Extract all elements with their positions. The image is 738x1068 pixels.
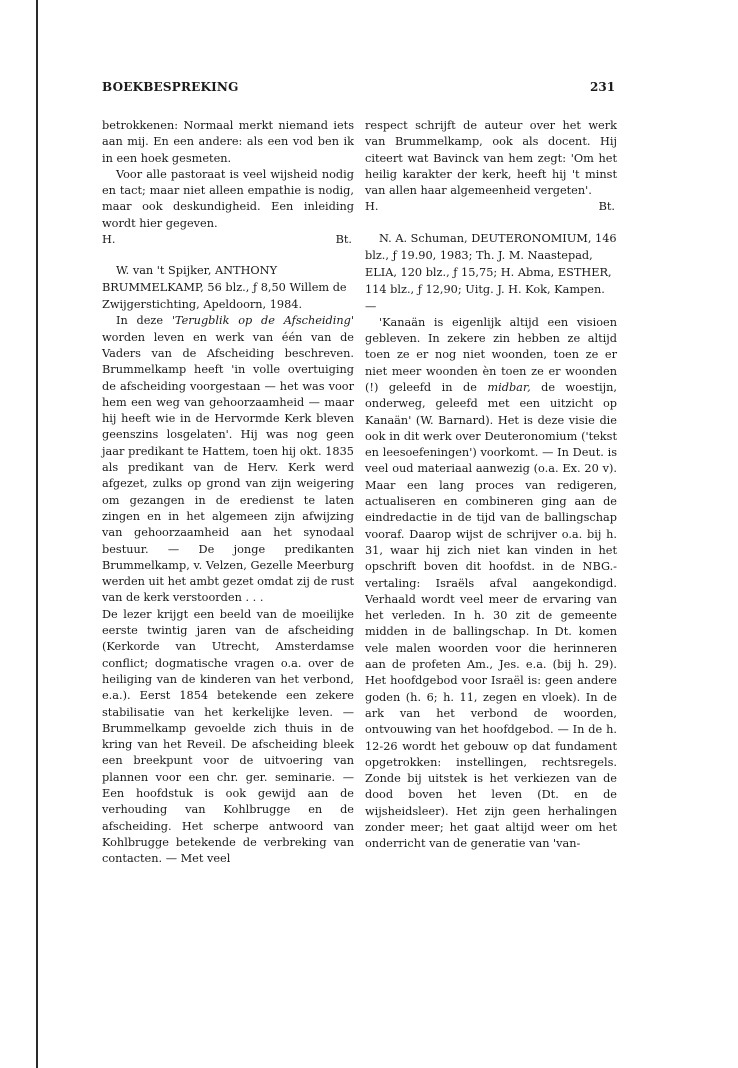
page-number: 231 [590,80,616,94]
signature-initials-reviewer: Bt. [335,233,352,247]
left-paragraph-2: Voor alle pastoraat is veel wijsheid nodig en tact; maar niet alleen empathie is nodig, maar ook deskundigheid. Een inleiding wordt hier gegeven. [102,167,354,230]
right-paragraph-2-b: de woestijn, onderweg, geleefd met een uitzicht op Kanaän' (W. Barnard). Het is deze visie die ook in dit werk over Deuteronomium ('tekst en leesoefeningen') voorkomt. — In Deut. is veel oud materiaal aanwezig (o.a. Ex. 20 v). Maar een lang proces van redigeren, actualiseren en combineren ging aan de eindredactie in de tijd van de ballingschap vooraf. Daarop wijst de schrijver o.a. bij h. 31, waar hij zich niet kan vinden in het opschrift boven dit hoofdst. in de NBG.-vertaling: Israëls afval aangekondigd. Verhaald wordt veel meer de ervaring van het verleden. In h. 30 zit de gemeente midden in de ballingschap. In Dt. komen vele malen woorden voor die herinneren aan de profeten Am., Jes. e.a. (bij h. 29). Het hoofdgebod voor Israël is: geen andere goden (h. 6; h. 11, zegen en vloek). In de ark van het verbond de woorden, ontvouwing van het hoofdgebod. — In de h. 12-26 wordt het gebouw op dat fundament opgetrokken: instellingen, rechtsregels. Zonde bij uitstek is het verkiezen van de dood boven het leven (Dt. en de wijsheidsleer). Het zijn geen herhalingen zonder meer; het gaat altijd weer om het onderricht van de generatie van 'van- [365,380,618,851]
running-head: BOEKBESPREKING [102,80,239,94]
left-paragraph-4: De lezer krijgt een beeld van de moeilijke eerste twintig jaren van de afscheiding (Kerkorde van Utrecht, Amsterdamse conflict; dogmatische vragen o.a. over de heiliging van de kinderen van het verbond, e.a.). Eerst 1854 betekende een zekere stabilisatie van het kerkelijke leven. — Brummelkamp gevoelde zich thuis in de kring van het Reveil. De afscheiding bleek een breekpunt voor de uitvoering van plannen voor een chr. ger. seminarie. — Een hoofdstuk is ook gewijd aan de verhouding van Kohlbrugge en de afscheiding. Het scherpe antwoord van Kohlbrugge betekende de verbreking van contacten. — Met veel [102,607,354,866]
right-paragraph-2 [365,315,617,853]
signature-initials-reviewer: Bt. [598,200,615,214]
left-paragraph-3-title: 'Terugblik op de Afscheiding' [171,314,355,328]
left-paragraph-3-text: worden leven en werk van één van de Vaders van de Afscheiding beschreven. Brummelkamp heeft 'in volle overtuiging de afscheiding voorgestaan — het was voor hem een weg van gehoorzaamheid — maar hij heeft wie in de Hervormde Kerk bleven geenszins losgelaten'. Hij was nog geen jaar predikant te Hattem, toen hij okt. 1835 als predikant van de Herv. Kerk werd afgezet, zulks op grond van zijn weigering om gezangen in de eredienst te laten zingen en in het algemeen zijn afwijzing van gehoorzaamheid aan het synodaal bestuur. — De jonge predikanten Brummelkamp, v. Velzen, Gezelle Meerburg werden uit het ambt gezet omdat zij de rust van de kerk verstoorden . . . [102,330,354,605]
page-edge-rule [36,0,38,1068]
left-bibliographic-entry: W. van 't Spijker, ANTHONY BRUMMELKAMP, 56 blz., ƒ 8,50 Willem de Zwijgerstichting, Apeldoorn, 1984. [102,264,347,312]
left-paragraph-3-intro: In deze [116,314,164,328]
right-paragraph-2-midbar: midbar, [487,380,531,394]
right-column [365,118,617,853]
right-review-signature [365,199,617,215]
left-review-signature [102,232,354,248]
left-paragraph-1: betrokkenen: Normaal merkt niemand iets aan mij. En een andere: als een vod ben ik in een hoek gesmeten. [102,119,354,165]
signature-initial: H. [365,200,379,214]
right-bibliographic-entry: N. A. Schuman, DEUTERONOMIUM, 146 blz., ƒ 19.90, 1983; Th. J. M. Naastepad, ELIA, 120 blz., ƒ 15,75; H. Abma, ESTHER, 114 blz., ƒ 12,90; Uitg. J. H. Kok, Kampen. — [365,231,617,313]
left-column [102,118,354,867]
right-paragraph-1: respect schrijft de auteur over het werk van Brummelkamp, ook als docent. Hij citeert wat Bavinck van hem zegt: 'Om het heilig karakter der kerk, heeft hij 't minst van allen haar algemeenheid vergeten'. [365,119,617,198]
right-paragraph-2-a: 'Kanaän is eigenlijk altijd een visioen gebleven. In zekere zin hebben ze altijd toen ze er nog niet woonden, toen ze er niet meer woonden èn toen ze er woonden (!) geleefd in de [365,315,617,394]
left-paragraph-3 [102,313,354,606]
signature-initial: H. [102,233,116,247]
